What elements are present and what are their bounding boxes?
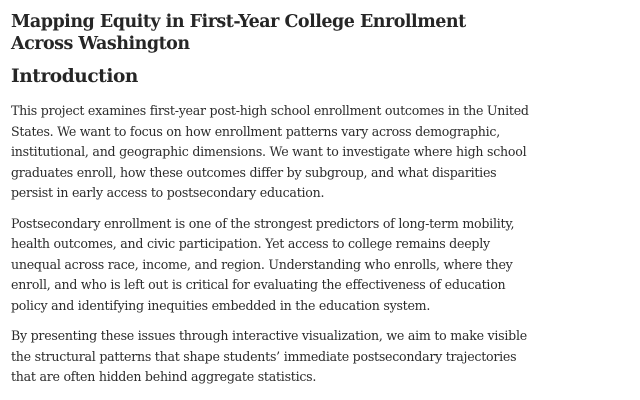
paragraph-1-line-4: graduates enroll, how these outcomes differ by subgroup, and what disparities <box>11 164 497 180</box>
paragraph-1 <box>11 101 571 204</box>
paragraph-1-line-2: States. We want to focus on how enrollment patterns vary across demographic, <box>11 123 500 139</box>
paragraph-2-line-1: Postsecondary enrollment is one of the strongest predictors of long-term mobility, <box>11 215 515 231</box>
paragraph-3 <box>11 326 571 388</box>
paragraph-3-line-1: By presenting these issues through interactive visualization, we aim to make visible <box>11 328 527 343</box>
paragraph-3-line-2: the structural patterns that shape students’ immediate postsecondary trajectories <box>11 348 517 364</box>
paragraph-2-line-5: policy and identifying inequities embedded in the education system. <box>11 297 431 313</box>
section-heading-introduction: Introduction <box>11 66 138 87</box>
paragraph-1-line-3: institutional, and geographic dimensions. We want to investigate where high school <box>11 144 527 159</box>
paragraph-2 <box>11 214 571 317</box>
paragraph-2-line-3: unequal across race, income, and region. Understanding who enrolls, where they <box>11 256 513 272</box>
page-title <box>11 11 571 55</box>
paragraph-2-line-2: health outcomes, and civic participation. Yet access to college remains deeply <box>11 236 490 251</box>
document-page <box>11 11 571 388</box>
paragraph-1-line-1: This project examines first-year post-high school enrollment outcomes in the United <box>11 103 529 118</box>
page-title-line-2: Across Washington <box>11 34 190 54</box>
page-title-line-1: Mapping Equity in First-Year College Enrollment <box>11 12 466 32</box>
paragraph-2-line-4: enroll, and who is left out is critical for evaluating the effectiveness of education <box>11 277 506 292</box>
paragraph-3-line-3: that are often hidden behind aggregate statistics. <box>11 369 317 384</box>
paragraph-1-line-5: persist in early access to postsecondary education. <box>11 185 325 200</box>
